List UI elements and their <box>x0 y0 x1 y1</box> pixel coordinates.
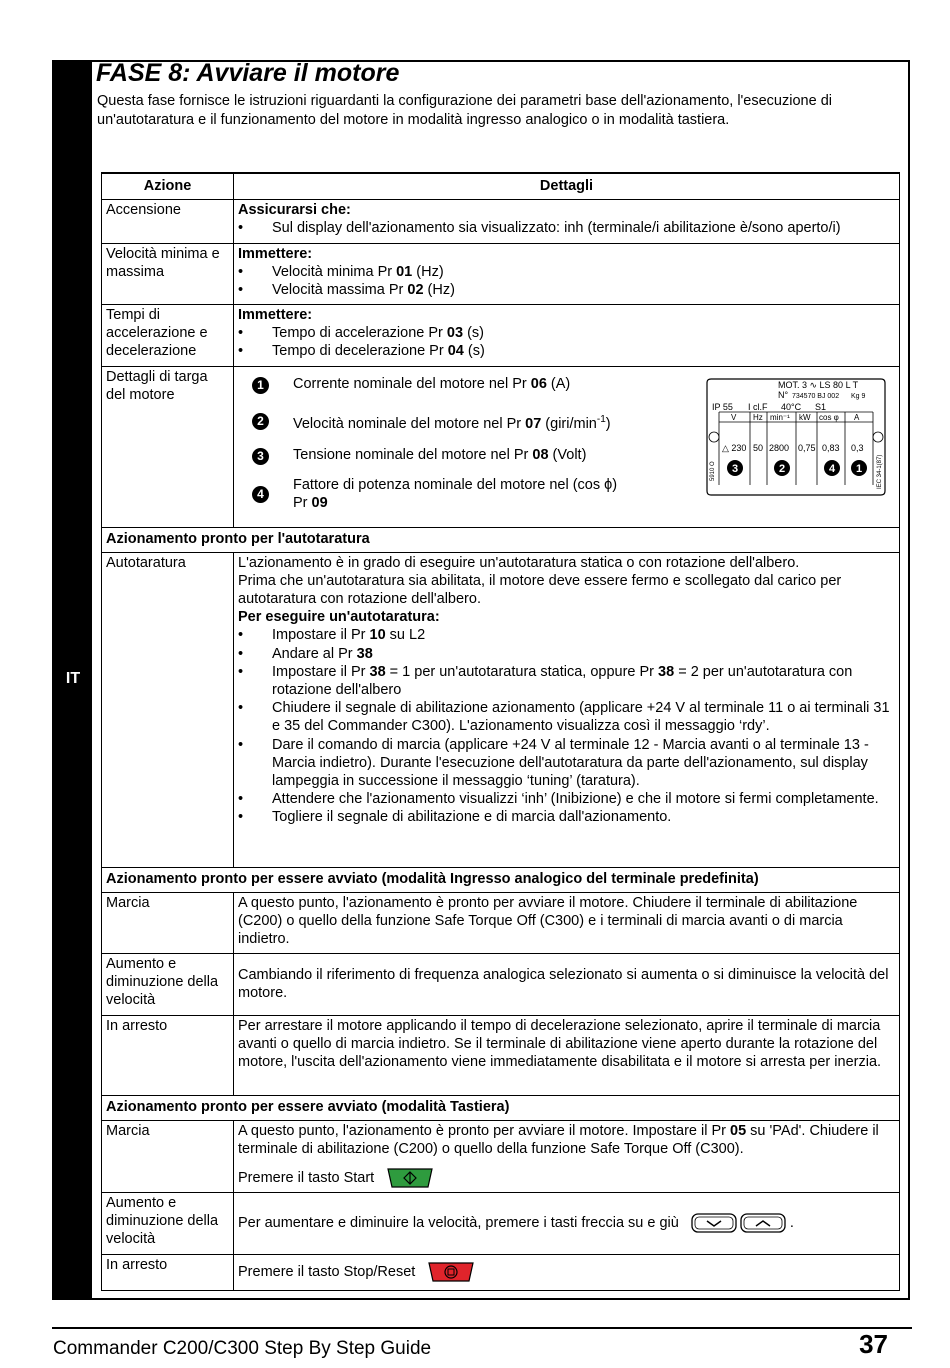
table-row <box>102 243 900 304</box>
param-number: 01 <box>396 263 413 280</box>
action-cell: In arresto <box>102 1254 234 1290</box>
header-dettagli: Dettagli <box>234 173 900 199</box>
details-text: . <box>789 1214 794 1231</box>
item-text: Pr <box>293 494 312 511</box>
details-cell <box>234 304 900 366</box>
details-lead: Immettere: <box>238 306 313 323</box>
table-row <box>102 366 900 527</box>
motor-nameplate-image <box>705 377 887 497</box>
details-cell <box>234 1192 900 1254</box>
details-cell: Cambiando il riferimento di frequenza analogica selezionato si aumenta o si diminuisce la velocità del motore. <box>234 953 900 1015</box>
plate-side-right: IEC 34-1(87) <box>877 454 883 489</box>
table-row <box>102 552 900 867</box>
item-text: (A) <box>546 375 571 392</box>
action-cell: Autotaratura <box>102 552 234 867</box>
action-cell: Marcia <box>102 1120 234 1192</box>
param-number: 02 <box>407 281 424 298</box>
action-cell: Tempi di accelerazione e decelerazione <box>102 304 234 366</box>
bullet-item: • Attendere che l'azionamento visualizzi ‘inh’ (Inibizione) e che il motore si fermi completamente. <box>238 791 879 808</box>
plate-v-min: 2800 <box>769 442 790 453</box>
table-row <box>102 1120 900 1192</box>
details-text: su 'PAd'. Chiudere il terminale di abilitazione (C200) o quello della funzione Safe Torque Off (C300). <box>238 1122 879 1157</box>
start-key-icon <box>386 1167 434 1189</box>
item-text: Velocità nominale del motore nel Pr <box>293 415 526 432</box>
plate-h-kw: kW <box>799 412 811 422</box>
bullet-text: su L2 <box>385 627 426 644</box>
plate-v-v: △ 230 <box>722 442 747 453</box>
bullet-item: • Andare al Pr 38 <box>238 645 373 662</box>
details-cell <box>234 552 900 867</box>
bullet-text: (Hz) <box>423 281 455 298</box>
table-row <box>102 892 900 953</box>
table-row <box>102 1015 900 1095</box>
param-number: 05 <box>730 1122 747 1139</box>
param-number: 03 <box>446 324 464 341</box>
number-badge: 3 <box>252 448 269 465</box>
plate-s1: S1 <box>815 401 827 412</box>
phi-symbol: ϕ <box>604 476 613 493</box>
action-cell: Accensione <box>102 199 234 243</box>
details-cell <box>234 1120 900 1192</box>
page-number: 37 <box>859 1329 888 1359</box>
details-cell: A questo punto, l'azionamento è pronto per avviare il motore. Chiudere il terminale di abilitazione (C200) o quello della funzione Safe Torque Off (C300) e i terminali di marcia avanti o di marcia indietro. <box>234 892 900 953</box>
intro-paragraph: Questa fase fornisce le istruzioni riguardanti la configurazione dei parametri base dell'azionamento, l'esecuzione di un'autotaratura e il funzionamento del motore in modalità ingresso analogico o in modalità tastiera. <box>97 93 832 128</box>
bullet-text: = 1 per un'autotaratura statica, oppure Pr <box>385 663 659 680</box>
bullet-item: • Impostare il Pr 38 = 1 per un'autotaratura statica, oppure Pr 38 = 2 per un'autotaratura con rotazione dell'albero <box>238 663 853 698</box>
details-paragraph: L'azionamento è in grado di eseguire un'autotaratura statica o con rotazione dell'albero. <box>238 554 800 571</box>
plate-v-hz: 50 <box>753 442 764 453</box>
plate-v-a: 0,3 <box>851 442 864 453</box>
up-arrow-key-icon <box>740 1213 786 1233</box>
bullet-item: • Velocità minima Pr 01 (Hz) <box>238 263 444 280</box>
item-text: ) <box>605 415 611 432</box>
plate-h-hz: Hz <box>753 412 763 422</box>
details-paragraph: Prima che un'autotaratura sia abilitata, il motore deve essere fermo e scollegato dal carico per autotaratura con rotazione dell'albero. <box>238 572 842 607</box>
plate-v-kw: 0,75 <box>798 442 816 453</box>
plate-icl: I cl.F <box>748 401 768 412</box>
section-row <box>102 527 900 552</box>
item-text: (giri/min <box>541 415 597 432</box>
plate-v-cos: 0,83 <box>822 442 840 453</box>
table-row <box>102 1192 900 1254</box>
param-number: 08 <box>532 446 549 463</box>
action-cell: Velocità minima e massima <box>102 243 234 304</box>
bullet-text: (s) <box>463 342 485 359</box>
param-number: 38 <box>356 645 373 662</box>
plate-side-left: 5910 O <box>710 460 716 481</box>
details-text: Per aumentare e diminuire la velocità, premere i tasti freccia su e giù <box>238 1214 679 1231</box>
param-number: 38 <box>369 663 386 680</box>
bullet-text: Chiudere il segnale di abilitazione azionamento (applicare +24 V al terminale 11 o ai terminali 31 e 35 del Commander C300). L'azionamento visualizza così il messaggio ‘rdy’. <box>272 700 890 735</box>
details-text: Premere il tasto Stop/Reset <box>238 1263 416 1280</box>
footer-title: Commander C200/C300 Step By Step Guide <box>53 1338 432 1359</box>
details-text: Premere il tasto Start <box>238 1169 375 1186</box>
bullet-text: Togliere il segnale di abilitazione e di marcia dall'azionamento. <box>272 809 672 826</box>
param-number: 04 <box>447 342 464 359</box>
bullet-item: • Togliere il segnale di abilitazione e di marcia dall'azionamento. <box>238 809 672 826</box>
stop-reset-key-icon <box>427 1261 475 1283</box>
param-number: 06 <box>530 375 547 392</box>
item-text: ) <box>612 476 618 493</box>
bullet-text: = 2 per un'autotaratura con rotazione dell'albero <box>272 663 853 698</box>
bullet-text: Dare il comando di marcia (applicare +24 V al terminale 12 - Marcia avanti o al terminale 13 - Marcia indietro). Durante l'esecuzione dell'autotaratura da parte dell'azionamento, sul display lampeggia in successione il messaggio ‘tuning’ (taratura). <box>272 736 869 789</box>
action-cell: Aumento e diminuzione della velocità <box>102 1192 234 1254</box>
bullet-text: Sul display dell'azionamento sia visualizzato: inh (terminale/i abilitazione è/sono aperto/i) <box>272 219 841 236</box>
section-row <box>102 1095 900 1120</box>
footer-divider <box>52 1327 912 1329</box>
bullet-item: • Velocità massima Pr 02 (Hz) <box>238 281 455 298</box>
param-number: 07 <box>525 415 542 432</box>
bullet-item: • Tempo di accelerazione Pr 03 (s) <box>238 324 484 341</box>
section-title: Azionamento pronto per l'autotaratura <box>102 527 900 552</box>
bullet-text: (Hz) <box>412 263 444 280</box>
item-text: (Volt) <box>548 446 587 463</box>
plate-serial: 734570 BJ 002 <box>792 392 840 400</box>
table-row <box>102 199 900 243</box>
header-azione: Azione <box>102 173 234 199</box>
bullet-text: Andare al Pr <box>272 645 357 662</box>
details-cell <box>234 199 900 243</box>
item-text: Fattore di potenza nominale del motore nel (cos <box>293 476 605 493</box>
plate-h-cos: cos φ <box>819 412 839 422</box>
plate-ip: IP 55 <box>712 401 733 412</box>
details-cell <box>234 366 900 527</box>
plate-temp: 40°C <box>781 401 802 412</box>
details-cell: Per arrestare il motore applicando il tempo di decelerazione selezionato, aprire il terminale di marcia avanti o quello di marcia indietro. Se il terminale di abilitazione viene aperto durante la rotazione del motore, l'uscita dell'azionamento viene immediatamente disabilitata e il motore si arresta per inerzia. <box>234 1015 900 1095</box>
number-badge: 2 <box>252 413 269 430</box>
bullet-text: (s) <box>463 324 484 341</box>
bullet-item: • Sul display dell'azionamento sia visualizzato: inh (terminale/i abilitazione è/sono aperto/i) <box>238 219 841 236</box>
table-row <box>102 304 900 366</box>
param-number: 09 <box>311 494 328 511</box>
item-text: Tensione nominale del motore nel Pr <box>293 446 533 463</box>
plate-badge-3: 3 <box>731 462 739 475</box>
action-cell: Dettagli di targa del motore <box>102 366 234 527</box>
details-lead: Assicurarsi che: <box>238 201 351 218</box>
bullet-text: Tempo di decelerazione Pr <box>272 342 448 359</box>
language-label: IT <box>65 670 81 687</box>
steps-table <box>101 172 900 1291</box>
number-badge: 4 <box>252 486 269 503</box>
item-text: Corrente nominale del motore nel Pr <box>293 375 531 392</box>
down-arrow-key-icon <box>691 1213 737 1233</box>
param-number: 10 <box>369 627 386 644</box>
details-cell <box>234 1254 900 1290</box>
plate-badge-4: 4 <box>828 462 836 475</box>
table-header-row <box>102 173 900 199</box>
bullet-item: • Impostare il Pr 10 su L2 <box>238 627 426 644</box>
plate-badge-1: 1 <box>855 462 863 475</box>
plate-kg: Kg 9 <box>851 392 866 400</box>
bullet-text: Velocità minima Pr <box>272 263 397 280</box>
table-row <box>102 953 900 1015</box>
superscript: -1 <box>596 413 606 425</box>
plate-badge-2: 2 <box>778 462 786 475</box>
page-title: FASE 8: Avviare il motore <box>96 59 400 87</box>
plate-mot: MOT. 3 ∿ LS 80 L T <box>778 379 859 390</box>
table-row <box>102 1254 900 1290</box>
details-lead: Immettere: <box>238 245 313 262</box>
bullet-text: Attendere che l'azionamento visualizzi ‘inh’ (Inibizione) e che il motore si fermi completamente. <box>272 791 879 808</box>
param-number: 38 <box>658 663 675 680</box>
plate-h-min: min⁻¹ <box>770 412 790 422</box>
number-badge: 1 <box>252 377 269 394</box>
bullet-text: Impostare il Pr <box>272 627 370 644</box>
action-cell: Aumento e diminuzione della velocità <box>102 953 234 1015</box>
details-text: A questo punto, l'azionamento è pronto per avviare il motore. Impostare il Pr <box>238 1122 731 1139</box>
action-cell: Marcia <box>102 892 234 953</box>
bullet-item: • Tempo di decelerazione Pr 04 (s) <box>238 342 485 359</box>
details-cell <box>234 243 900 304</box>
details-lead: Per eseguire un'autotaratura: <box>238 609 440 626</box>
bullet-item: • Chiudere il segnale di abilitazione azionamento (applicare +24 V al terminale 11 o ai terminali 31 e 35 del Commander C300). L'azionamento visualizza così il messaggio ‘rdy’. <box>238 699 895 735</box>
bullet-text: Impostare il Pr <box>272 663 370 680</box>
bullet-text: Tempo di accelerazione Pr <box>272 324 447 341</box>
bullet-item: • Dare il comando di marcia (applicare +24 V al terminale 12 - Marcia avanti o al terminale 13 - Marcia indietro). Durante l'esecuzione dell'autotaratura da parte dell'azionamento, sul display lampeggia in successione il messaggio ‘tuning’ (taratura). <box>238 736 895 791</box>
section-row <box>102 867 900 892</box>
language-sidebar <box>54 62 92 1298</box>
plate-h-v: V <box>731 412 737 422</box>
action-cell: In arresto <box>102 1015 234 1095</box>
bullet-text: Velocità massima Pr <box>272 281 408 298</box>
section-title: Azionamento pronto per essere avviato (modalità Tastiera) <box>102 1095 900 1120</box>
section-title: Azionamento pronto per essere avviato (modalità Ingresso analogico del terminale predefinita) <box>102 867 900 892</box>
plate-no: N° <box>778 389 789 400</box>
plate-h-a: A <box>854 412 860 422</box>
